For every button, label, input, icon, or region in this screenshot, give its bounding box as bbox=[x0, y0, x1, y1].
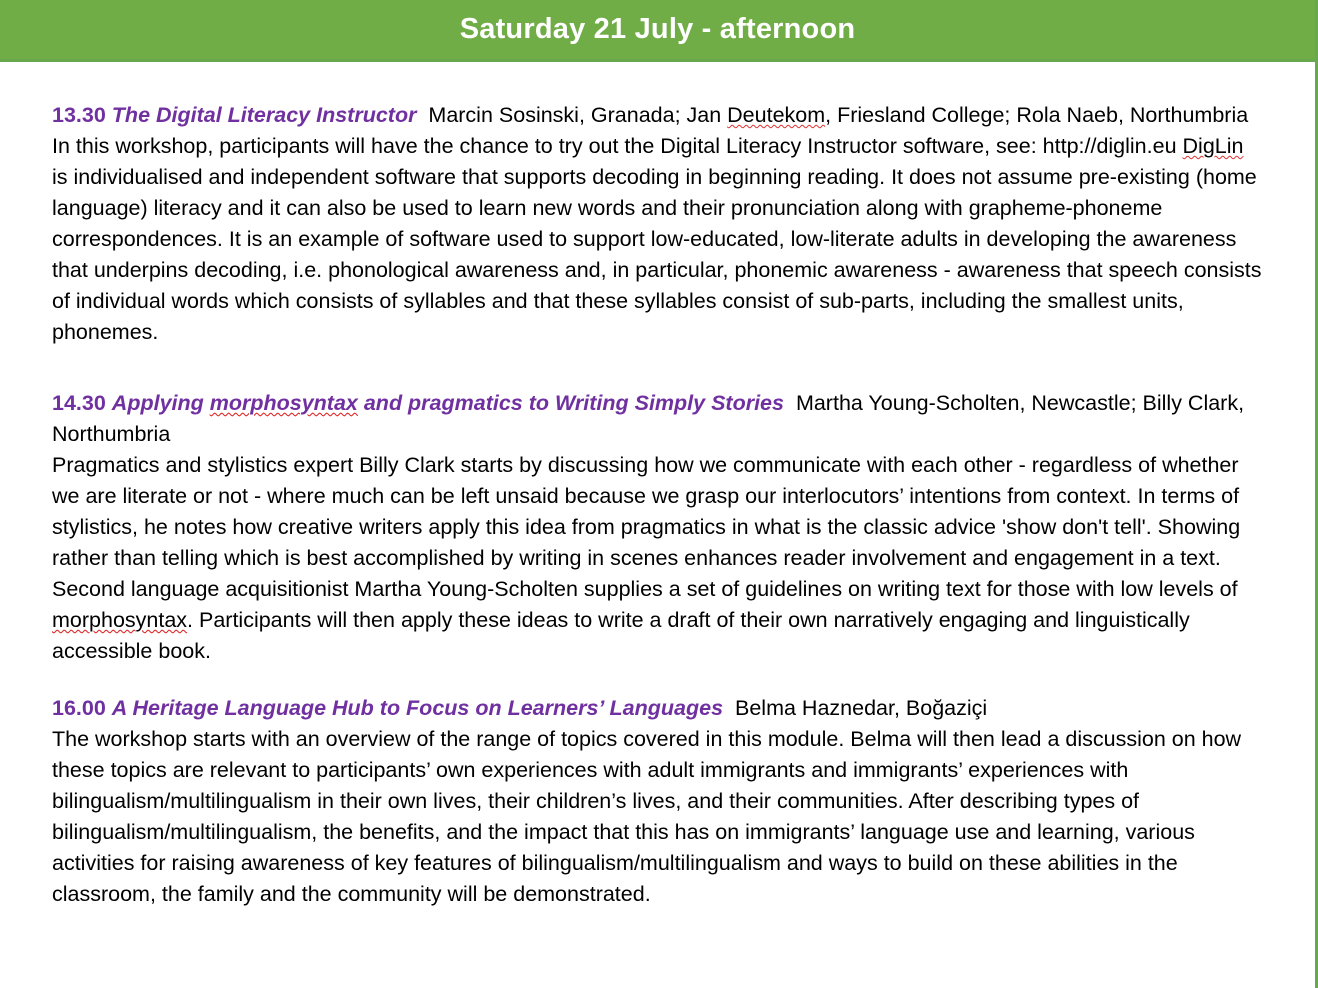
spellcheck-underline bbox=[52, 608, 187, 632]
schedule-content bbox=[0, 62, 1315, 910]
session-entry bbox=[52, 693, 1263, 910]
spellcheck-underline: Deutekom bbox=[727, 103, 826, 127]
banner-title: Saturday 21 July - afternoon bbox=[459, 13, 856, 45]
spellcheck-underline: morphosyntax bbox=[52, 608, 188, 632]
session-entry bbox=[52, 388, 1263, 667]
session-presenters: Belma Haznedar, Boğaziçi bbox=[735, 696, 988, 720]
session-title: A Heritage Language Hub to Focus on Learners’ Languages bbox=[111, 696, 724, 720]
spellcheck-underline: morphosyntax bbox=[209, 391, 358, 415]
session-presenters: Marcin Sosinski, Granada; Jan Deutekom, Friesland College; Rola Naeb, Northumbria bbox=[428, 103, 1249, 127]
session-title: Applying morphosyntax and pragmatics to Writing Simply Stories bbox=[111, 391, 784, 415]
spacer bbox=[52, 374, 1263, 388]
session-presenters: Martha Young-Scholten, Newcastle; Billy Clark, Northumbria bbox=[52, 391, 1245, 446]
session-time: 13.30 bbox=[52, 103, 106, 127]
session-time: 16.00 bbox=[52, 696, 106, 720]
session-time: 14.30 bbox=[52, 391, 106, 415]
session-title: The Digital Literacy Instructor bbox=[111, 103, 417, 127]
session-abstract: In this workshop, participants will have the chance to try out the Digital Literacy Instructor software, see: http://diglin.eu DigLin is individualised and independent software that supports decoding in beginning reading. It does not assume pre-existing (home language) literacy and it can also be used to learn new words and their pronunciation along with grapheme-phoneme correspondences. It is an example of software used to support low-educated, low-literate adults in developing the awareness that underpins decoding, i.e. phonological awareness and, in particular, phonemic awareness - awareness that speech consists of individual words which consists of syllables and that these syllables consist of sub-parts, including the smallest units, phonemes. bbox=[52, 134, 1262, 344]
session-heading bbox=[52, 100, 1263, 131]
day-banner bbox=[0, 0, 1315, 62]
spellcheck-underline bbox=[210, 391, 358, 415]
session-heading bbox=[52, 693, 1263, 724]
session-abstract: Pragmatics and stylistics expert Billy Clark starts by discussing how we communicate with each other - regardless of whether we are literate or not - where much can be left unsaid because we grasp our interlocutors’ intentions from context. In terms of stylistics, he notes how creative writers apply this idea from pragmatics in what is the classic advice 'show don't tell'. Showing rather than telling which is best accomplished by writing in scenes enhances reader involvement and engagement in a text. Second language acquisitionist Martha Young-Scholten supplies a set of guidelines on writing text for those with low levels of morphosyntax. Participants will then apply these ideas to write a draft of their own narratively engaging and linguistically accessible book. bbox=[52, 453, 1241, 663]
spellcheck-underline: DigLin bbox=[1182, 134, 1244, 158]
session-abstract: The workshop starts with an overview of the range of topics covered in this module. Belma will then lead a discussion on how these topics are relevant to participants’ own experiences with adult immigrants and immigrants’ experiences with bilingualism/multilingualism in their own lives, their children’s lives, and their communities. After describing types of bilingualism/multilingualism, the benefits, and the impact that this has on immigrants’ language use and learning, various activities for raising awareness of key features of bilingualism/multilingualism and ways to build on these abilities in the classroom, the family and the community will be demonstrated. bbox=[52, 727, 1242, 906]
session-entry bbox=[52, 100, 1263, 348]
session-heading bbox=[52, 388, 1263, 450]
